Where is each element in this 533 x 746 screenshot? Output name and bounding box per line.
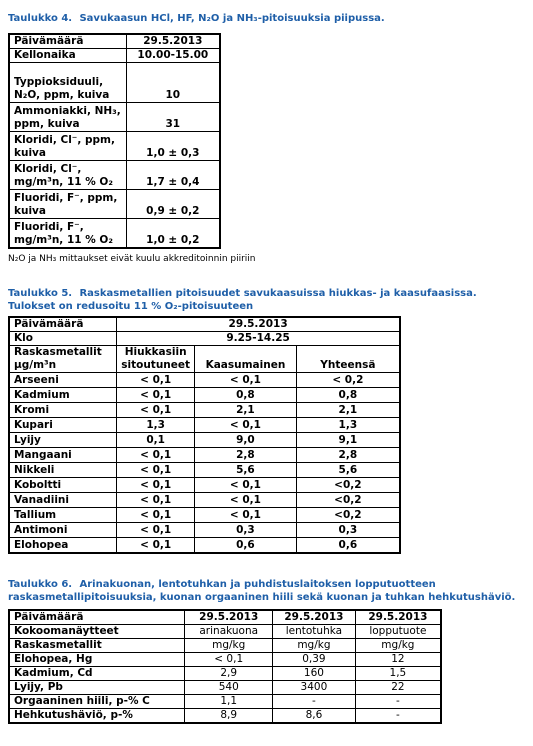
table5-cell: 5,6 — [296, 463, 400, 478]
table6-caption-text: Arinakuonan, lentotuhkan ja puhdistuslaitoksen lopputuotteen raskasmetallipitoisuuksia, kuonan orgaaninen hiili sekä kuonan ja tuhkan hehkutushäviö. — [8, 579, 516, 603]
table6-row — [9, 667, 441, 681]
table5-cell: < 0,1 — [117, 448, 195, 463]
table5-row — [9, 523, 400, 538]
table5-row — [9, 418, 400, 433]
table6-cell: Kokoomanäytteet — [9, 625, 185, 639]
table5-header-cell: Kaasumainen — [195, 346, 297, 373]
table5-cell: < 0,1 — [117, 478, 195, 493]
table4-row — [9, 63, 220, 103]
table5-cell: Elohopea — [9, 538, 117, 553]
table5 — [8, 316, 401, 554]
table5-cell: 2,8 — [195, 448, 297, 463]
table6-cell: 2,9 — [185, 667, 273, 681]
table6-cell: lentotuhka — [273, 625, 356, 639]
table6-cell: - — [273, 695, 356, 709]
table5-cell: 1,3 — [296, 418, 400, 433]
table6-cell: - — [355, 709, 441, 724]
table6-cell: 29.5.2013 — [273, 610, 356, 625]
table5-time-label: Klo — [9, 332, 117, 346]
table5-date-value: 29.5.2013 — [117, 317, 400, 332]
table5-header-cell: Hiukkasiin sitoutuneet — [117, 346, 195, 373]
table4-row — [9, 34, 220, 49]
table5-cell: Vanadiini — [9, 493, 117, 508]
table6 — [8, 609, 442, 724]
table5-caption-number: Taulukko 5. — [8, 288, 73, 299]
table5-caption-text: Raskasmetallien pitoisuudet savukaasuissa hiukkas- ja kaasufaasissa. Tulokset on redusoitu 11 % O₂-pitoisuuteen — [8, 288, 477, 312]
table6-row — [9, 653, 441, 667]
table5-cell: Kromi — [9, 403, 117, 418]
table6-row — [9, 695, 441, 709]
table5-cell: Arseeni — [9, 373, 117, 388]
table5-row — [9, 508, 400, 523]
table5-cell: < 0,1 — [117, 373, 195, 388]
table6-cell: mg/kg — [355, 639, 441, 653]
table6-cell: 12 — [355, 653, 441, 667]
table6-cell: 1,5 — [355, 667, 441, 681]
table6-cell: Orgaaninen hiili, p-% C — [9, 695, 185, 709]
table6-caption — [8, 578, 523, 604]
table5-row — [9, 448, 400, 463]
table4-label-cell: Fluoridi, F⁻, ppm, kuiva — [9, 190, 126, 219]
table4-caption-number: Taulukko 4. — [8, 13, 73, 24]
table4-label-cell: Fluoridi, F⁻, mg/m³n, 11 % O₂ — [9, 219, 126, 248]
table6-row — [9, 709, 441, 724]
table5-cell: 5,6 — [195, 463, 297, 478]
table6-cell: < 0,1 — [185, 653, 273, 667]
table6-cell: Elohopea, Hg — [9, 653, 185, 667]
table6-cell: mg/kg — [273, 639, 356, 653]
table5-cell: < 0,1 — [195, 373, 297, 388]
table4-value-cell: 10 — [126, 63, 220, 103]
table5-cell: < 0,2 — [296, 373, 400, 388]
table5-cell: < 0,1 — [117, 508, 195, 523]
table5-date-label: Päivämäärä — [9, 317, 117, 332]
table6-cell: - — [355, 695, 441, 709]
table5-header-cell: Yhteensä — [296, 346, 400, 373]
table5-cell: < 0,1 — [117, 538, 195, 553]
table5-cell: <0,2 — [296, 508, 400, 523]
table5-cell: Nikkeli — [9, 463, 117, 478]
table4-label-cell: Ammoniakki, NH₃, ppm, kuiva — [9, 103, 126, 132]
table5-date-row — [9, 317, 400, 332]
table6-cell: 8,6 — [273, 709, 356, 724]
table5-header-cell: Raskasmetallit µg/m³n — [9, 346, 117, 373]
table5-cell: < 0,1 — [195, 478, 297, 493]
table6-cell: lopputuote — [355, 625, 441, 639]
table5-caption — [8, 287, 513, 313]
table5-cell: < 0,1 — [195, 493, 297, 508]
table6-cell: Päivämäärä — [9, 610, 185, 625]
table5-cell: Kadmium — [9, 388, 117, 403]
table5-header-row — [9, 346, 400, 373]
table5-row — [9, 463, 400, 478]
table6-cell: mg/kg — [185, 639, 273, 653]
table5-cell: 2,8 — [296, 448, 400, 463]
table5-cell: 1,3 — [117, 418, 195, 433]
table5-cell: 0,6 — [195, 538, 297, 553]
table6-cell: 8,9 — [185, 709, 273, 724]
table4-value-cell: 29.5.2013 — [126, 34, 220, 49]
table6-cell: 160 — [273, 667, 356, 681]
table4-value-cell: 1,0 ± 0,2 — [126, 219, 220, 248]
table5-cell: 0,8 — [195, 388, 297, 403]
table5-row — [9, 388, 400, 403]
table6-row — [9, 625, 441, 639]
table5-cell: Koboltti — [9, 478, 117, 493]
table5-cell: < 0,1 — [117, 388, 195, 403]
table4-value-cell: 10.00-15.00 — [126, 49, 220, 63]
table5-cell: 0,8 — [296, 388, 400, 403]
table6-cell: 0,39 — [273, 653, 356, 667]
table5-row — [9, 433, 400, 448]
table4-caption — [8, 12, 528, 25]
table5-cell: < 0,1 — [117, 523, 195, 538]
table5-time-row — [9, 332, 400, 346]
table5-row — [9, 478, 400, 493]
table5-cell: 9,0 — [195, 433, 297, 448]
table5-cell: 0,3 — [195, 523, 297, 538]
table4-label-cell: Kloridi, Cl⁻, mg/m³n, 11 % O₂ — [9, 161, 126, 190]
table5-cell: < 0,1 — [117, 463, 195, 478]
table6-cell: Kadmium, Cd — [9, 667, 185, 681]
table5-time-value: 9.25-14.25 — [117, 332, 400, 346]
table6-cell: 540 — [185, 681, 273, 695]
table5-cell: 2,1 — [195, 403, 297, 418]
table6-cell: Hehkutushäviö, p-% — [9, 709, 185, 724]
table5-row — [9, 493, 400, 508]
table4-row — [9, 190, 220, 219]
table5-row — [9, 538, 400, 553]
table6-caption-number: Taulukko 6. — [8, 579, 73, 590]
table6-row — [9, 681, 441, 695]
table6-cell: 3400 — [273, 681, 356, 695]
table4-label-cell: Kellonaika — [9, 49, 126, 63]
table6-cell: Lyijy, Pb — [9, 681, 185, 695]
table5-cell: <0,2 — [296, 493, 400, 508]
table4-value-cell: 1,7 ± 0,4 — [126, 161, 220, 190]
table4-row — [9, 161, 220, 190]
table5-cell: Antimoni — [9, 523, 117, 538]
table5-cell: < 0,1 — [117, 493, 195, 508]
table5-cell: Mangaani — [9, 448, 117, 463]
table5-cell: 0,1 — [117, 433, 195, 448]
table5-cell: 2,1 — [296, 403, 400, 418]
table5-cell: 9,1 — [296, 433, 400, 448]
table5-row — [9, 373, 400, 388]
table6-cell: 1,1 — [185, 695, 273, 709]
table4-value-cell: 0,9 ± 0,2 — [126, 190, 220, 219]
table5-row — [9, 403, 400, 418]
table5-cell: 0,6 — [296, 538, 400, 553]
table5-cell: Lyijy — [9, 433, 117, 448]
table5-cell: 0,3 — [296, 523, 400, 538]
table6-cell: Raskasmetallit — [9, 639, 185, 653]
table5-cell: Tallium — [9, 508, 117, 523]
table4-row — [9, 49, 220, 63]
table6-cell: 29.5.2013 — [355, 610, 441, 625]
table5-cell: < 0,1 — [195, 508, 297, 523]
table4-label-cell: Kloridi, Cl⁻, ppm, kuiva — [9, 132, 126, 161]
table5-cell: < 0,1 — [195, 418, 297, 433]
table6-cell: arinakuona — [185, 625, 273, 639]
table4-row — [9, 132, 220, 161]
table4-row — [9, 219, 220, 248]
table4-note: N₂O ja NH₃ mittaukset eivät kuulu akkreditoinnin piiriin — [8, 254, 256, 264]
table6-cell: 29.5.2013 — [185, 610, 273, 625]
table4-row — [9, 103, 220, 132]
table6-row — [9, 639, 441, 653]
table4-label-cell: Päivämäärä — [9, 34, 126, 49]
table6-cell: 22 — [355, 681, 441, 695]
table5-cell: <0,2 — [296, 478, 400, 493]
table4-label-cell: Typpioksiduuli, N₂O, ppm, kuiva — [9, 63, 126, 103]
table4-caption-text: Savukaasun HCl, HF, N₂O ja NH₃-pitoisuuksia piipussa. — [79, 13, 385, 24]
table4-value-cell: 1,0 ± 0,3 — [126, 132, 220, 161]
table6-row — [9, 610, 441, 625]
table4 — [8, 33, 221, 249]
table4-value-cell: 31 — [126, 103, 220, 132]
table5-cell: < 0,1 — [117, 403, 195, 418]
table5-cell: Kupari — [9, 418, 117, 433]
